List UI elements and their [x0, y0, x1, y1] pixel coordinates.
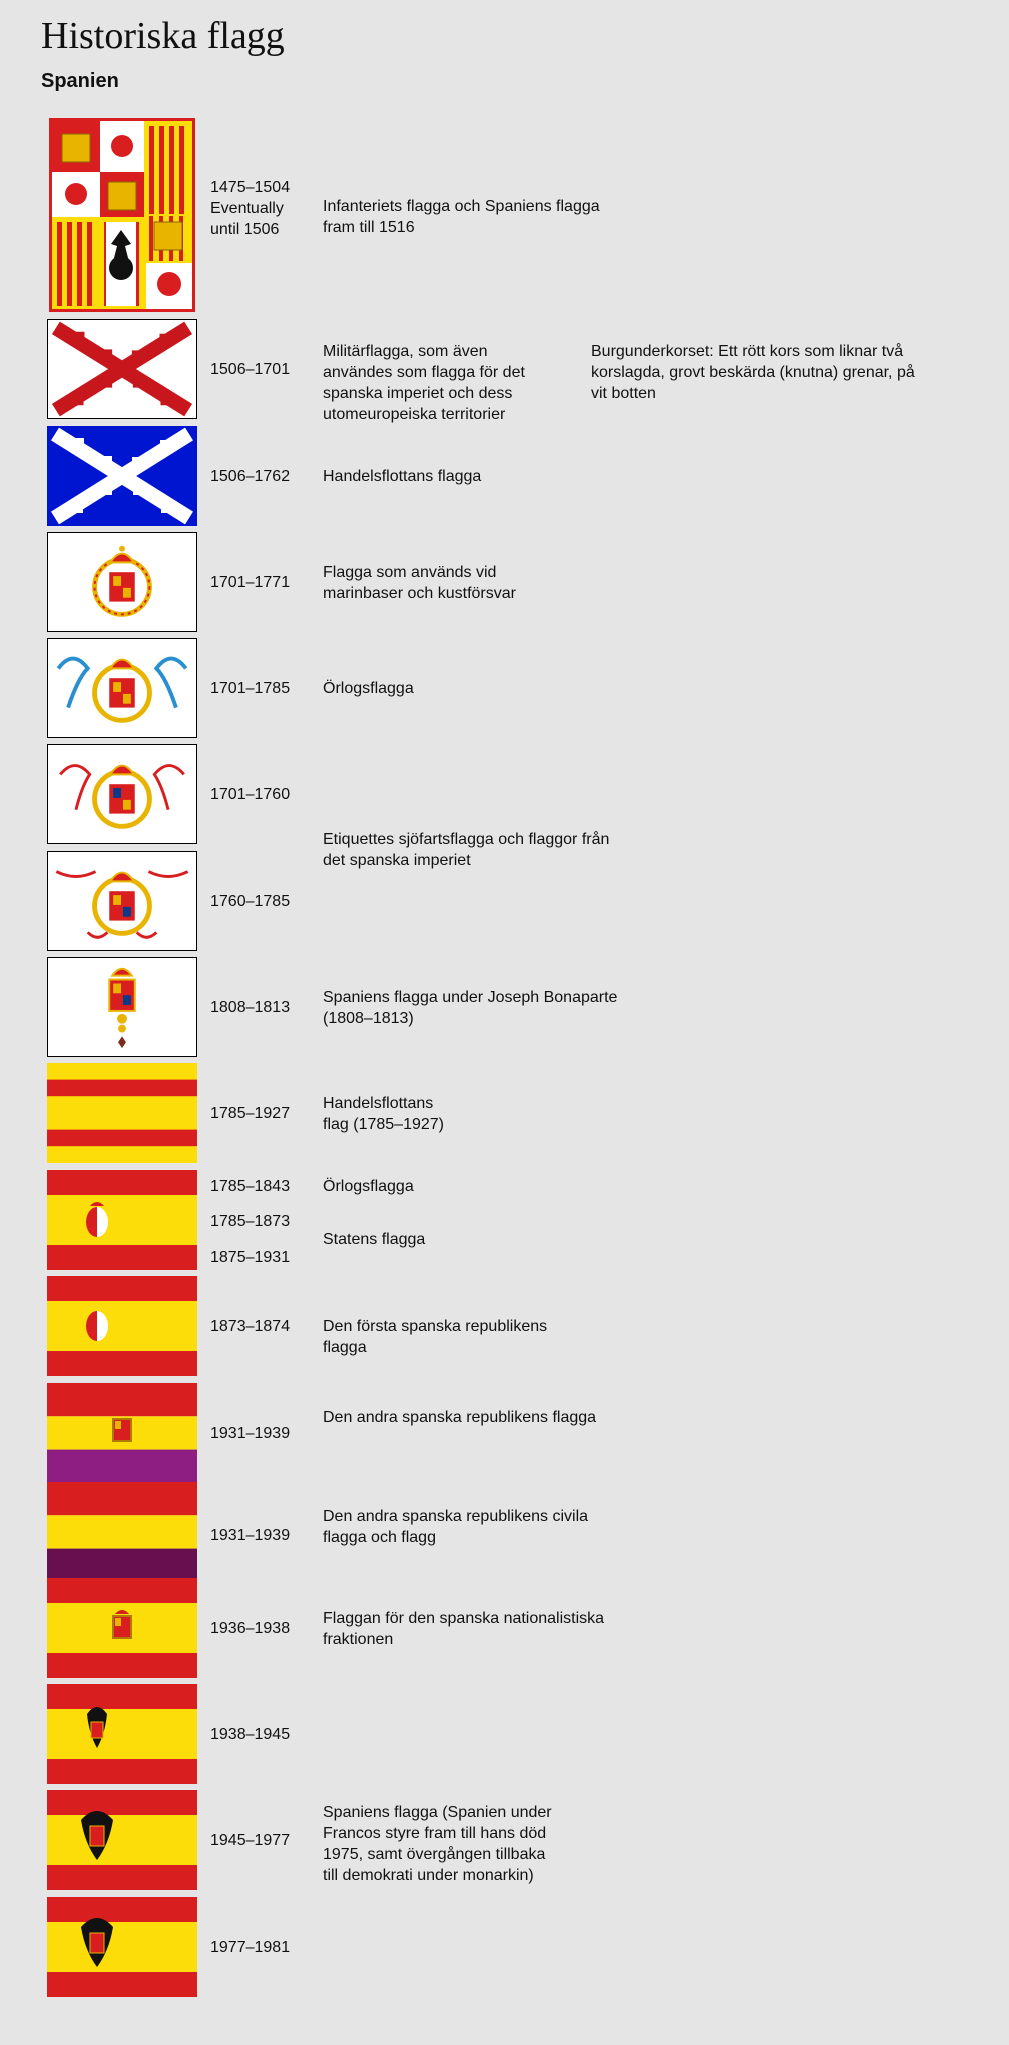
flag-description: Handelsflottans flag (1785–1927)	[323, 1095, 444, 1133]
flag-note: Burgunderkorset: Ett rött kors som liknar två korslagda, grovt beskärda (knutna) grenar, på vit botten	[591, 343, 915, 402]
flag-image	[47, 426, 197, 526]
joseph-bonaparte-flag	[48, 958, 196, 1056]
flag-image	[47, 1276, 197, 1376]
flag-description: Flaggan för den spanska nationalistiska fraktionen	[323, 1610, 605, 1648]
first-republic-flag	[47, 1276, 197, 1376]
bourbon-red-ribbons-flag	[48, 745, 196, 843]
nationalist-faction-flag	[47, 1578, 197, 1678]
flag-description: Den andra spanska republikens civila flagga och flagg	[323, 1508, 589, 1546]
war-ensign-1785-flag	[47, 1170, 197, 1270]
flag-description: Statens flagga	[323, 1231, 426, 1248]
date-label: 1936–1938	[210, 1620, 291, 1637]
flag-description: Den första spanska republikens flagga	[323, 1318, 548, 1356]
date-label: 1785–1927	[210, 1105, 291, 1122]
merchant-flag-1785	[47, 1063, 197, 1163]
date-label: 1760–1785	[210, 893, 291, 910]
flag-image	[47, 957, 197, 1057]
burgundy-cross-flag	[48, 320, 196, 418]
date-label: 1931–1939	[210, 1425, 291, 1442]
flag-image	[47, 744, 197, 844]
franco-1945-flag	[47, 1790, 197, 1890]
date-label: 1977–1981	[210, 1939, 291, 1956]
date-label: 1785–1873	[210, 1213, 291, 1230]
flag-image	[47, 319, 197, 419]
flag-description: Handelsflottans flagga	[323, 468, 482, 485]
flag-description: Örlogsflagga	[323, 680, 414, 697]
flag-image	[47, 1897, 197, 1997]
flag-description: Spaniens flagga (Spanien under Francos styre fram till hans död 1975, samt övergången tillbaka till demokrati under monarkin)	[323, 1804, 552, 1884]
flag-description: Spaniens flagga under Joseph Bonaparte (1808–1813)	[323, 989, 618, 1027]
flag-image	[47, 1170, 197, 1270]
date-label: 1701–1771	[210, 574, 291, 591]
flag-description: Militärflagga, som även användes som flagga för det spanska imperiet och dess utomeuropeiska territorier	[323, 343, 525, 423]
date-label: 1506–1762	[210, 468, 291, 485]
date-label: 1701–1785	[210, 680, 291, 697]
flag-image	[47, 1383, 197, 1483]
section-heading: Spanien	[41, 70, 119, 92]
franco-1938-flag	[47, 1684, 197, 1784]
war-ensign-ribbons-flag	[48, 639, 196, 737]
transition-1977-flag	[47, 1897, 197, 1997]
date-label: 1875–1931	[210, 1249, 291, 1266]
date-label: 1808–1813	[210, 999, 291, 1016]
date-label: 1475–1504	[210, 179, 291, 196]
bourbon-coastal-flag	[48, 533, 196, 631]
flag-image	[47, 1684, 197, 1784]
date-label: 1938–1945	[210, 1726, 291, 1743]
bourbon-1760-flag	[48, 852, 196, 950]
flag-description: Den andra spanska republikens flagga	[323, 1409, 597, 1426]
date-label: 1931–1939	[210, 1527, 291, 1544]
second-republic-flag	[47, 1383, 197, 1483]
date-label: 1945–1977	[210, 1832, 291, 1849]
date-label: 1785–1843	[210, 1178, 291, 1195]
date-label: 1701–1760	[210, 786, 291, 803]
flag-image	[47, 532, 197, 632]
flag-image	[47, 1063, 197, 1163]
flag-image	[47, 638, 197, 738]
second-republic-civil-flag	[47, 1482, 197, 1582]
flag-description: Infanteriets flagga och Spaniens flagga fram till 1516	[323, 198, 600, 236]
catholic-monarchs-flag	[49, 118, 195, 312]
page-title: Historiska flagg	[41, 15, 285, 57]
date-note: Eventually until 1506	[210, 200, 284, 238]
flag-description: Etiquettes sjöfartsflagga och flaggor från det spanska imperiet	[323, 831, 610, 869]
date-label: 1506–1701	[210, 361, 291, 378]
merchant-flag-blue	[47, 426, 197, 526]
flag-image	[47, 1790, 197, 1890]
date-label: 1873–1874	[210, 1318, 291, 1335]
flag-description: Örlogsflagga	[323, 1178, 414, 1195]
flag-image	[47, 1578, 197, 1678]
flag-image	[47, 1482, 197, 1582]
flag-image	[49, 118, 195, 312]
flag-image	[47, 851, 197, 951]
flag-description: Flagga som används vid marinbaser och kustförsvar	[323, 564, 516, 602]
